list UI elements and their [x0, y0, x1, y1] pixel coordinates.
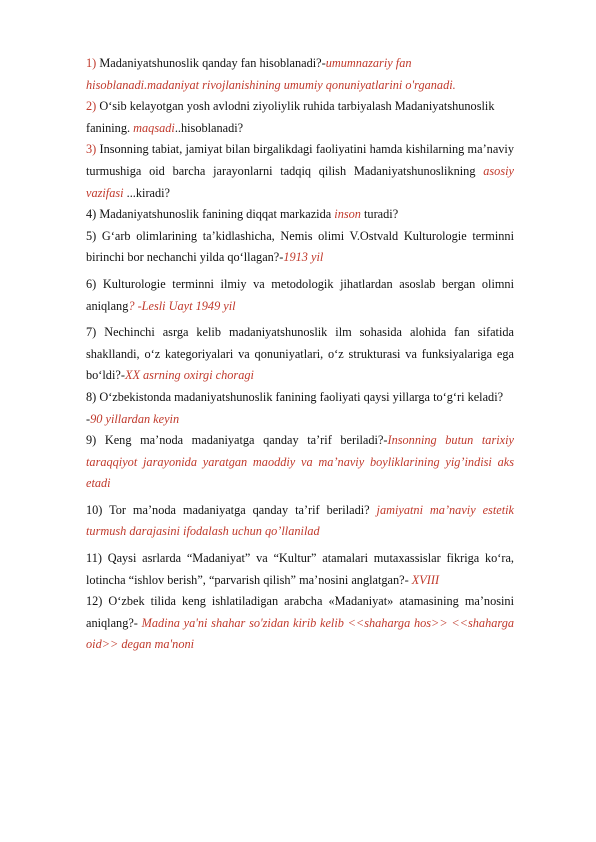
question-text: 9) Keng ma’noda madaniyatga qanday ta’rif beriladi?-	[86, 433, 388, 448]
answer-text: Madina ya'ni shahar so'zidan kirib kelib <<shaharga hos>> <<shaharga oid>> degan ma'noni	[86, 615, 514, 652]
question-number: 2)	[86, 99, 97, 114]
question-text: 11) Qaysi asrlarda “Madaniyat” va “Kultur” atamalari mutaxassislar fikriga ko‘ra, lotincha “ishlov berish”, “parvarish qilish” ma’nosini anglatgan?-	[86, 551, 514, 587]
question-text: Insonning tabiat, jamiyat bilan birgalikdagi faoliyatini hamda kishilarning ma’naviy turmushiga oid barcha jarayonlarni tadqiq qilish Madaniyatshunoslikning	[86, 142, 514, 178]
answer-text: 90 yillardan keyin	[90, 411, 180, 426]
question-text: 5) G‘arb olimlarining ta’kidlashicha, Nemis olimi V.Ostvald Kulturologie terminni birinchi bor nechanchi yilda qo‘llagan?-	[86, 228, 514, 265]
question-6	[86, 274, 514, 317]
answer-text: asosiy vazifasi	[86, 163, 514, 200]
question-text-tail: ..hisoblanadi?	[174, 120, 244, 135]
question-number: 1)	[86, 56, 97, 70]
question-text: 12) O‘zbek tilida keng ishlatiladigan arabcha «Madaniyat» atamasining ma’nosini aniqlang?-	[86, 594, 514, 630]
answer-text: Insonning butun tarixiy taraqqiyot jarayonida yaratgan maoddiy va ma’naviy boyliklarining yig’indisi aks etadi	[86, 433, 514, 491]
answer-text: umumnazariy fan hisoblanadi.madaniyat rivojlanishining umumiy qonuniyatlarini o'rganadi.	[86, 56, 456, 92]
question-7	[86, 322, 514, 387]
question-text: 8) O‘zbekistonda madaniyatshunoslik fanining faoliyati qaysi yillarga to‘g‘ri keladi?-	[86, 389, 504, 426]
question-1	[86, 53, 514, 96]
question-8	[86, 387, 514, 430]
question-text: 10) Tor ma’noda madaniyatga qanday ta’rif beriladi?	[86, 502, 377, 517]
question-text: Madaniyatshunoslik fanining diqqat markazida	[96, 207, 335, 222]
answer-text: jamiyatni ma’naviy estetik turmush darajasini ifodalash uchun qo’llanilad	[86, 502, 515, 539]
answer-text: XX asrning oxirgi choragi	[124, 368, 254, 383]
answer-text: inson	[334, 207, 361, 222]
document-page	[86, 53, 514, 656]
question-2	[86, 96, 514, 139]
question-12	[86, 591, 514, 656]
answer-text: ? -Lesli Uayt 1949 yil	[128, 298, 236, 313]
question-text: Madaniyatshunoslik qanday fan hisoblanadi?-	[96, 56, 326, 70]
question-text: 6) Kulturologie terminni ilmiy va metodologik jihatlardan asoslab bergan olimni aniqlang	[86, 276, 514, 313]
question-3	[86, 139, 514, 204]
question-11	[86, 548, 514, 591]
question-text: O‘sib kelayotgan yosh avlodni ziyoliylik ruhida tarbiyalash Madaniyatshunoslik fanining.	[86, 99, 495, 135]
question-9	[86, 430, 514, 495]
question-10	[86, 500, 514, 543]
question-number: 4)	[86, 207, 97, 222]
question-text: 7) Nechinchi asrga kelib madaniyatshunoslik ilm sohasida alohida fan sifatida shakllandi, o‘z kategoriyalari va qonuniyatlari, o‘z strukturasi va funksiyalariga ega bo‘ldi?-	[86, 325, 514, 383]
question-text-tail: ...kiradi?	[123, 185, 171, 200]
answer-text: maqsadi	[133, 120, 175, 135]
question-5	[86, 226, 514, 269]
answer-text: XVIII	[411, 572, 440, 587]
question-4	[86, 204, 514, 226]
question-text-tail: turadi?	[360, 207, 399, 222]
question-number: 3)	[86, 142, 97, 157]
answer-text: 1913 yil	[283, 250, 324, 265]
